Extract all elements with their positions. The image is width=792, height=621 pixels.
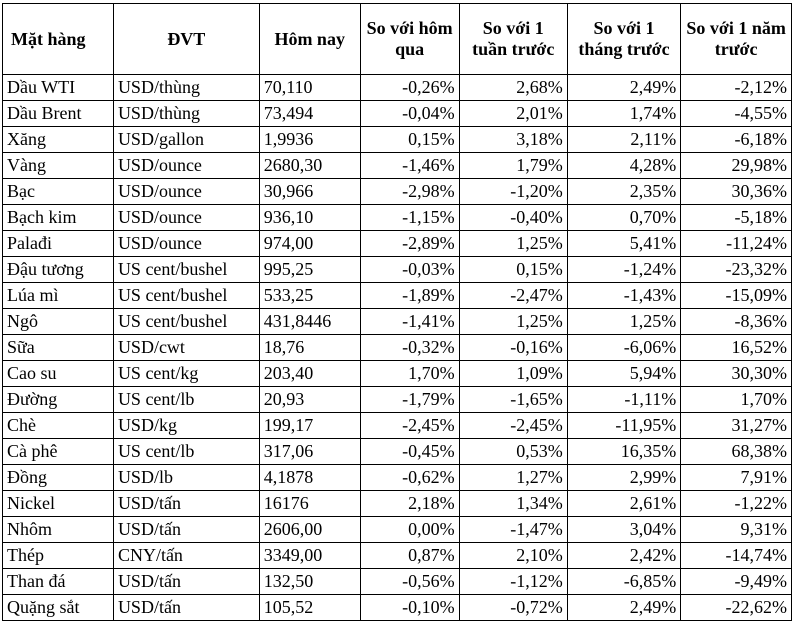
vs-year-cell: 30,36% [681,179,792,205]
commodity-cell: Quặng sắt [3,595,114,621]
commodity-cell: Palađi [3,231,114,257]
today-price-cell: 936,10 [259,205,360,231]
vs-yesterday-cell: -0,45% [360,439,459,465]
vs-month-cell: 2,42% [567,543,680,569]
header-vs-yesterday: So với hôm qua [360,4,459,75]
table-row [3,413,792,439]
vs-month-cell: 2,49% [567,75,680,101]
unit-cell: USD/ounce [113,205,259,231]
table-row [3,101,792,127]
vs-week-cell: 0,53% [459,439,567,465]
commodity-cell: Dầu WTI [3,75,114,101]
vs-month-cell: 2,61% [567,491,680,517]
vs-week-cell: -0,40% [459,205,567,231]
commodity-cell: Than đá [3,569,114,595]
table-row [3,595,792,621]
today-price-cell: 105,52 [259,595,360,621]
vs-year-cell: 31,27% [681,413,792,439]
vs-year-cell: -14,74% [681,543,792,569]
commodity-cell: Sữa [3,335,114,361]
unit-cell: USD/gallon [113,127,259,153]
unit-cell: CNY/tấn [113,543,259,569]
vs-year-cell: 68,38% [681,439,792,465]
vs-month-cell: -1,24% [567,257,680,283]
vs-week-cell: -2,45% [459,413,567,439]
unit-cell: USD/thùng [113,75,259,101]
vs-week-cell: 3,18% [459,127,567,153]
vs-yesterday-cell: -1,89% [360,283,459,309]
vs-yesterday-cell: -0,04% [360,101,459,127]
vs-month-cell: 1,74% [567,101,680,127]
vs-yesterday-cell: -0,62% [360,465,459,491]
vs-week-cell: 2,01% [459,101,567,127]
vs-week-cell: 1,25% [459,309,567,335]
vs-yesterday-cell: -0,10% [360,595,459,621]
vs-week-cell: 1,25% [459,231,567,257]
table-row [3,439,792,465]
vs-yesterday-cell: -0,03% [360,257,459,283]
unit-cell: USD/ounce [113,179,259,205]
today-price-cell: 73,494 [259,101,360,127]
vs-month-cell: 3,04% [567,517,680,543]
vs-year-cell: -8,36% [681,309,792,335]
table-row [3,335,792,361]
vs-week-cell: 2,10% [459,543,567,569]
vs-week-cell: -1,12% [459,569,567,595]
today-price-cell: 20,93 [259,387,360,413]
vs-year-cell: -6,18% [681,127,792,153]
vs-month-cell: -11,95% [567,413,680,439]
table-row [3,387,792,413]
vs-year-cell: -11,24% [681,231,792,257]
vs-month-cell: -1,43% [567,283,680,309]
unit-cell: US cent/lb [113,439,259,465]
vs-month-cell: 5,94% [567,361,680,387]
today-price-cell: 30,966 [259,179,360,205]
header-row [3,4,792,75]
commodity-cell: Cà phê [3,439,114,465]
table-row [3,491,792,517]
vs-year-cell: 29,98% [681,153,792,179]
unit-cell: US cent/lb [113,387,259,413]
vs-month-cell: -6,85% [567,569,680,595]
vs-month-cell: 5,41% [567,231,680,257]
vs-yesterday-cell: 0,00% [360,517,459,543]
vs-yesterday-cell: -1,79% [360,387,459,413]
today-price-cell: 4,1878 [259,465,360,491]
vs-yesterday-cell: -0,56% [360,569,459,595]
vs-yesterday-cell: -2,45% [360,413,459,439]
table-row [3,283,792,309]
table-row [3,361,792,387]
unit-cell: US cent/kg [113,361,259,387]
commodity-cell: Lúa mì [3,283,114,309]
header-unit: ĐVT [113,4,259,75]
vs-year-cell: -2,12% [681,75,792,101]
vs-year-cell: -4,55% [681,101,792,127]
vs-week-cell: -1,47% [459,517,567,543]
today-price-cell: 317,06 [259,439,360,465]
vs-month-cell: 2,99% [567,465,680,491]
vs-week-cell: -1,65% [459,387,567,413]
vs-week-cell: -2,47% [459,283,567,309]
commodity-cell: Đậu tương [3,257,114,283]
today-price-cell: 995,25 [259,257,360,283]
unit-cell: USD/tấn [113,569,259,595]
table-row [3,75,792,101]
vs-yesterday-cell: -0,26% [360,75,459,101]
vs-year-cell: -22,62% [681,595,792,621]
commodity-cell: Chè [3,413,114,439]
commodity-cell: Thép [3,543,114,569]
vs-year-cell: 16,52% [681,335,792,361]
vs-yesterday-cell: 0,15% [360,127,459,153]
vs-yesterday-cell: -1,46% [360,153,459,179]
vs-month-cell: 0,70% [567,205,680,231]
vs-week-cell: 1,79% [459,153,567,179]
commodity-cell: Nickel [3,491,114,517]
vs-year-cell: 1,70% [681,387,792,413]
unit-cell: USD/ounce [113,231,259,257]
commodity-cell: Dầu Brent [3,101,114,127]
unit-cell: USD/tấn [113,491,259,517]
commodity-cell: Đồng [3,465,114,491]
unit-cell: USD/cwt [113,335,259,361]
vs-year-cell: -9,49% [681,569,792,595]
table-row [3,205,792,231]
vs-month-cell: -1,11% [567,387,680,413]
vs-year-cell: 7,91% [681,465,792,491]
table-row [3,517,792,543]
header-commodity: Mặt hàng [3,4,114,75]
table-row [3,309,792,335]
table-row [3,179,792,205]
header-vs-year: So với 1 năm trước [681,4,792,75]
unit-cell: US cent/bushel [113,309,259,335]
vs-week-cell: 1,09% [459,361,567,387]
vs-year-cell: 30,30% [681,361,792,387]
header-today: Hôm nay [259,4,360,75]
today-price-cell: 199,17 [259,413,360,439]
unit-cell: USD/kg [113,413,259,439]
table-row [3,465,792,491]
vs-yesterday-cell: -1,41% [360,309,459,335]
today-price-cell: 533,25 [259,283,360,309]
table-row [3,153,792,179]
vs-yesterday-cell: 1,70% [360,361,459,387]
table-row [3,543,792,569]
today-price-cell: 1,9936 [259,127,360,153]
vs-week-cell: 1,27% [459,465,567,491]
table-row [3,569,792,595]
table-row [3,127,792,153]
vs-week-cell: 2,68% [459,75,567,101]
commodity-price-table [2,3,792,621]
vs-month-cell: 16,35% [567,439,680,465]
today-price-cell: 203,40 [259,361,360,387]
unit-cell: US cent/bushel [113,257,259,283]
unit-cell: USD/tấn [113,517,259,543]
vs-yesterday-cell: -2,98% [360,179,459,205]
vs-year-cell: -23,32% [681,257,792,283]
vs-yesterday-cell: 0,87% [360,543,459,569]
vs-week-cell: -1,20% [459,179,567,205]
vs-year-cell: -15,09% [681,283,792,309]
unit-cell: USD/ounce [113,153,259,179]
table-row [3,257,792,283]
header-vs-month: So với 1 tháng trước [567,4,680,75]
commodity-cell: Bạch kim [3,205,114,231]
table-row [3,231,792,257]
vs-year-cell: -5,18% [681,205,792,231]
vs-month-cell: 2,11% [567,127,680,153]
vs-yesterday-cell: -2,89% [360,231,459,257]
vs-week-cell: 0,15% [459,257,567,283]
today-price-cell: 431,8446 [259,309,360,335]
commodity-cell: Cao su [3,361,114,387]
unit-cell: USD/tấn [113,595,259,621]
vs-month-cell: 1,25% [567,309,680,335]
unit-cell: USD/lb [113,465,259,491]
vs-week-cell: 1,34% [459,491,567,517]
today-price-cell: 974,00 [259,231,360,257]
vs-yesterday-cell: 2,18% [360,491,459,517]
unit-cell: US cent/bushel [113,283,259,309]
vs-month-cell: 2,35% [567,179,680,205]
commodity-cell: Vàng [3,153,114,179]
today-price-cell: 3349,00 [259,543,360,569]
vs-year-cell: -1,22% [681,491,792,517]
unit-cell: USD/thùng [113,101,259,127]
vs-year-cell: 9,31% [681,517,792,543]
vs-week-cell: -0,16% [459,335,567,361]
commodity-cell: Ngô [3,309,114,335]
commodity-cell: Nhôm [3,517,114,543]
vs-month-cell: 2,49% [567,595,680,621]
vs-month-cell: 4,28% [567,153,680,179]
today-price-cell: 70,110 [259,75,360,101]
commodity-cell: Đường [3,387,114,413]
today-price-cell: 2680,30 [259,153,360,179]
today-price-cell: 18,76 [259,335,360,361]
commodity-cell: Bạc [3,179,114,205]
commodity-price-table-container [2,3,792,621]
vs-yesterday-cell: -0,32% [360,335,459,361]
today-price-cell: 2606,00 [259,517,360,543]
today-price-cell: 132,50 [259,569,360,595]
vs-week-cell: -0,72% [459,595,567,621]
header-vs-week: So với 1 tuần trước [459,4,567,75]
today-price-cell: 16176 [259,491,360,517]
vs-yesterday-cell: -1,15% [360,205,459,231]
commodity-cell: Xăng [3,127,114,153]
vs-month-cell: -6,06% [567,335,680,361]
